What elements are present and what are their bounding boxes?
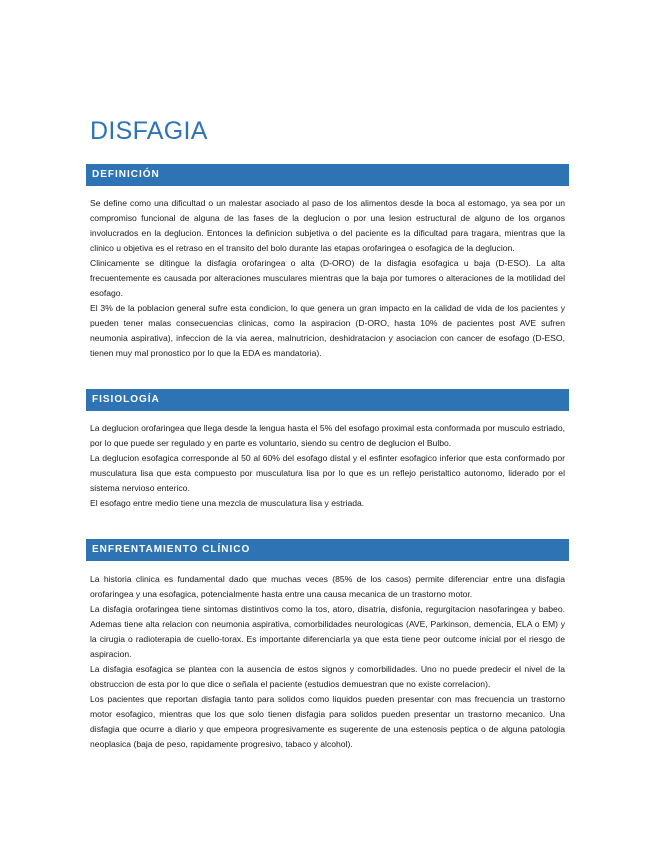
paragraph: Clinicamente se ditingue la disfagia orofaringea o alta (D-ORO) de la disfagia esofagica u baja (D-ESO). La alta frecuentemente es causada por alteraciones musculares mientras que la baja por tumores o alteraciones de la motilidad del esofago.: [90, 258, 565, 298]
paragraph: El 3% de la poblacion general sufre esta condicion, lo que genera un gran impacto en la calidad de vida de los pacientes y pueden tener malas consecuencias clinicas, como la aspiracion (D-ORO, hasta 10% de pacientes post AVE sufren neumonia aspirativa), infeccion de la via aerea, malnutricion, deshidratacion y asociacion con cancer de esofago (D-ESO, tienen muy mal pronostico por lo que la EDA es mandatoria).: [90, 303, 565, 358]
paragraph: La deglucion orofaringea que llega desde la lengua hasta el 5% del esofago proximal esta conformada por musculo estriado, por lo que puede ser regulado y en parte es voluntario, siendo su centro de deglucion el Bulbo.: [90, 423, 565, 448]
paragraph: Se define como una dificultad o un malestar asociado al paso de los alimentos desde la boca al estomago, ya sea por un compromiso funcional de alguna de las fases de la deglucion o por una lesion estructural de alguno de los organos involucrados en la deglucion. Entonces la definicion subjetiva o del paciente es la dificultad para tragara, mientras que la clinico u objetiva es el retraso en el transito del bolo durante las etapas orofaringea o esofagica de la deglucion.: [90, 198, 565, 253]
paragraph: El esofago entre medio tiene una mezcla de musculatura lisa y estriada.: [90, 498, 365, 508]
section-body-fisiologia: [90, 421, 565, 511]
paragraph: La disfagia orofaringea tiene sintomas distintivos como la tos, atoro, disatria, disfonia, regurgitacion nasofaringea y babeo. Ademas tiene alta relacion con neumonia aspirativa, comorbilidades neurologicas (AVE, Parkinson, demencia, ELA o EM) y la cirugia o radioterapia de cuello-torax. Es importante diferenciarla ya que esta tiene peor outcome inicial por el riesgo de aspiracion.: [90, 604, 565, 659]
section-header-fisiologia: FISIOLOGÍA: [86, 389, 569, 411]
paragraph: La historia clinica es fundamental dado que muchas veces (85% de los casos) permite diferenciar entre una disfagia orofaringea y una esofagica, potencialmente hasta entre una causa mecanica de un trastorno motor.: [90, 574, 565, 599]
section-body-definicion: [90, 196, 565, 361]
paragraph: La deglucion esofagica corresponde al 50 al 60% del esofago distal y el esfinter esofagico inferior que esta conformado por musculatura lisa que esta compuesto por musculatura lisa por lo que es un reflejo peristaltico autonomo, liderado por el sistema nervioso enterico.: [90, 453, 565, 493]
paragraph: La disfagia esofagica se plantea con la ausencia de estos signos y comorbilidades. Uno no puede predecir el nivel de la obstruccion de esta por lo que dice o señala el paciente (estudios demuestran que no existe correlacion).: [90, 664, 565, 689]
document-title: DISFAGIA: [90, 117, 208, 145]
paragraph: Los pacientes que reportan disfagia tanto para solidos como liquidos pueden presentar con mas frecuencia un trastorno motor esofagico, mientras que los que solo tienen disfagia para solidos pueden presentar un trastorno mecanico. Una disfagia que ocurre a diario y que empeora progresivamente es sugerente de una estenosis peptica o de alguna patologia neoplasica (baja de peso, rapidamente progresivo, tabaco y alcohol).: [90, 694, 565, 749]
section-header-definicion: DEFINICIÓN: [86, 164, 569, 186]
section-header-enfrentamiento-clinico: ENFRENTAMIENTO CLÍNICO: [86, 539, 569, 561]
section-body-enfrentamiento-clinico: [90, 572, 565, 752]
